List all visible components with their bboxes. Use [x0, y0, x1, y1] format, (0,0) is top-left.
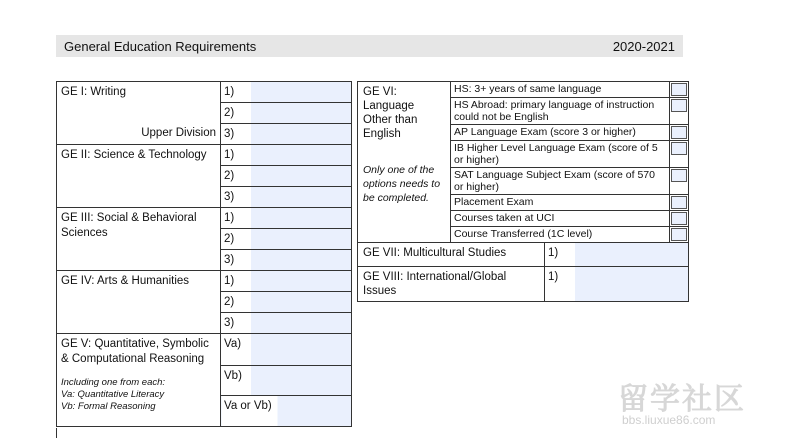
checkbox[interactable] [671, 99, 687, 112]
ge6-option-7: Courses taken at UCI [451, 211, 670, 227]
ge3-label-cell [57, 208, 221, 271]
ge3-label: GE III: Social & Behavioral Sciences [61, 212, 197, 239]
ge-left-table [56, 81, 352, 427]
ge1-upper-division: Upper Division [141, 127, 216, 139]
ge3-slot-2-number: 2) [221, 229, 252, 250]
ge5-slot-va-or-vb-number: Va or Vb) [224, 400, 272, 412]
checkbox[interactable] [671, 169, 687, 182]
watermark-url: bbs.liuxue86.com [622, 413, 716, 427]
checkbox[interactable] [671, 142, 687, 155]
ge7-slot-field[interactable] [575, 243, 689, 267]
form-header [56, 35, 683, 57]
ge2-slot-3-field[interactable] [251, 187, 352, 208]
ge7-label: GE VII: Multicultural Studies [358, 243, 545, 267]
ge8-label: GE VIII: International/Global Issues [358, 267, 545, 302]
ge6-option-1: HS: 3+ years of same language [451, 82, 670, 98]
ge1-label-cell [57, 82, 221, 145]
ge3-slot-2-field[interactable] [251, 229, 352, 250]
ge5-slot-va-or-vb-field[interactable] [221, 396, 352, 427]
ge6-option-6-checkbox-cell[interactable] [670, 195, 689, 211]
checkbox[interactable] [671, 83, 687, 96]
ge6-label: GE VI: Language Other than English [363, 86, 418, 140]
ge1-slot-3-number: 3) [221, 124, 252, 145]
ge7-slot-number: 1) [545, 243, 576, 267]
ge8-slot-field[interactable] [575, 267, 689, 302]
ge2-slot-3-number: 3) [221, 187, 252, 208]
academic-year: 2020-2021 [612, 39, 675, 54]
ge4-slot-3-number: 3) [221, 313, 252, 334]
ge4-label-cell [57, 271, 221, 334]
ge6-option-2-checkbox-cell[interactable] [670, 98, 689, 125]
ge2-slot-2-field[interactable] [251, 166, 352, 187]
ge5-slot-va-number: Va) [221, 334, 252, 366]
ge3-slot-3-number: 3) [221, 250, 252, 271]
ge5-label: GE V: Quantitative, Symbolic & Computational Reasoning [61, 338, 209, 365]
page-edge-line [56, 428, 57, 438]
checkbox[interactable] [671, 126, 687, 139]
ge2-label: GE II: Science & Technology [61, 149, 207, 161]
ge1-slot-2-number: 2) [221, 103, 252, 124]
form-title: General Education Requirements [64, 39, 257, 54]
ge4-slot-3-field[interactable] [251, 313, 352, 334]
ge1-slot-2-field[interactable] [251, 103, 352, 124]
ge6-note: Only one of the options needs to be completed. [363, 164, 441, 204]
ge6-option-5: SAT Language Subject Exam (score of 570 or higher) [451, 168, 670, 195]
ge1-slot-1-field[interactable] [251, 82, 352, 103]
ge2-slot-1-field[interactable] [251, 145, 352, 166]
ge4-slot-1-number: 1) [221, 271, 252, 292]
ge5-slot-vb-field[interactable] [251, 366, 352, 396]
ge2-slot-1-number: 1) [221, 145, 252, 166]
ge4-label: GE IV: Arts & Humanities [61, 275, 190, 287]
ge6-option-4-checkbox-cell[interactable] [670, 141, 689, 168]
ge3-slot-3-field[interactable] [251, 250, 352, 271]
ge6-option-3-checkbox-cell[interactable] [670, 125, 689, 141]
ge8-slot-number: 1) [545, 267, 576, 302]
checkbox[interactable] [671, 228, 687, 241]
ge4-slot-2-number: 2) [221, 292, 252, 313]
watermark-logo: 留学社区 [618, 383, 746, 416]
ge2-label-cell [57, 145, 221, 208]
ge1-slot-1-number: 1) [221, 82, 252, 103]
ge5-note-intro: Including one from each: [61, 377, 166, 388]
ge6-option-7-checkbox-cell[interactable] [670, 211, 689, 227]
ge1-label: GE I: Writing [61, 86, 126, 98]
ge1-slot-3-field[interactable] [251, 124, 352, 145]
ge6-option-6: Placement Exam [451, 195, 670, 211]
ge5-slot-va-field[interactable] [251, 334, 352, 366]
ge5-note-va: Va: Quantitative Literacy [61, 389, 165, 400]
ge7-ge8-table [357, 242, 689, 302]
ge5-note-vb: Vb: Formal Reasoning [61, 401, 156, 412]
ge6-option-4: IB Higher Level Language Exam (score of 5 or higher) [451, 141, 670, 168]
ge4-slot-1-field[interactable] [251, 271, 352, 292]
ge2-slot-2-number: 2) [221, 166, 252, 187]
ge6-option-1-checkbox-cell[interactable] [670, 82, 689, 98]
ge6-label-cell [358, 82, 451, 243]
ge6-option-8-checkbox-cell[interactable] [670, 227, 689, 243]
checkbox[interactable] [671, 212, 687, 225]
ge5-slot-vb-number: Vb) [221, 366, 252, 396]
ge4-slot-2-field[interactable] [251, 292, 352, 313]
ge3-slot-1-number: 1) [221, 208, 252, 229]
ge6-option-8: Course Transferred (1C level) [451, 227, 670, 243]
ge6-option-3: AP Language Exam (score 3 or higher) [451, 125, 670, 141]
ge3-slot-1-field[interactable] [251, 208, 352, 229]
ge6-option-5-checkbox-cell[interactable] [670, 168, 689, 195]
checkbox[interactable] [671, 196, 687, 209]
ge-right-table [357, 81, 689, 243]
ge6-option-2: HS Abroad: primary language of instruction could not be English [451, 98, 670, 125]
ge5-label-cell [57, 334, 221, 427]
